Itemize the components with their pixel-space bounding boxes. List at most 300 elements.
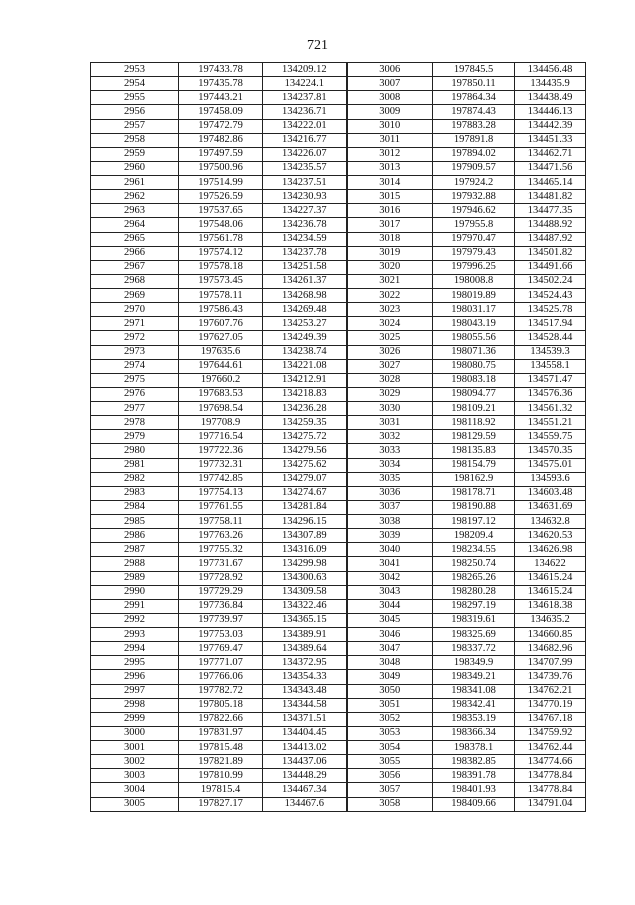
x-coordinate-left: 197827.17 xyxy=(179,797,263,811)
x-coordinate-right: 197996.25 xyxy=(433,260,515,274)
x-coordinate-right: 197970.47 xyxy=(433,232,515,246)
y-coordinate-left: 134307.89 xyxy=(263,529,347,543)
x-coordinate-right: 198280.28 xyxy=(433,585,515,599)
x-coordinate-right: 198071.36 xyxy=(433,345,515,359)
table-row xyxy=(91,373,586,387)
x-coordinate-right: 198297.19 xyxy=(433,599,515,613)
table-row xyxy=(91,712,586,726)
x-coordinate-right: 197883.28 xyxy=(433,119,515,133)
x-coordinate-right: 198319.61 xyxy=(433,613,515,627)
x-coordinate-left: 197683.53 xyxy=(179,387,263,401)
y-coordinate-right: 134626.98 xyxy=(515,543,586,557)
table-row xyxy=(91,500,586,514)
point-number-right: 3010 xyxy=(347,119,433,133)
coordinates-table xyxy=(90,62,586,812)
x-coordinate-left: 197810.99 xyxy=(179,769,263,783)
y-coordinate-right: 134481.82 xyxy=(515,190,586,204)
point-number-right: 3019 xyxy=(347,246,433,260)
point-number-right: 3024 xyxy=(347,317,433,331)
table-row xyxy=(91,317,586,331)
y-coordinate-left: 134322.46 xyxy=(263,599,347,613)
table-row xyxy=(91,63,586,77)
point-number-right: 3049 xyxy=(347,670,433,684)
y-coordinate-right: 134525.78 xyxy=(515,303,586,317)
table-row xyxy=(91,190,586,204)
point-number-right: 3014 xyxy=(347,176,433,190)
point-number-left: 2976 xyxy=(91,387,179,401)
x-coordinate-right: 198382.85 xyxy=(433,755,515,769)
point-number-left: 2954 xyxy=(91,77,179,91)
x-coordinate-left: 197573.45 xyxy=(179,274,263,288)
x-coordinate-left: 197578.11 xyxy=(179,289,263,303)
x-coordinate-right: 198349.9 xyxy=(433,656,515,670)
x-coordinate-right: 198008.8 xyxy=(433,274,515,288)
point-number-left: 2997 xyxy=(91,684,179,698)
point-number-left: 2983 xyxy=(91,486,179,500)
table-row xyxy=(91,529,586,543)
point-number-right: 3012 xyxy=(347,147,433,161)
y-coordinate-left: 134218.83 xyxy=(263,387,347,401)
x-coordinate-right: 198349.21 xyxy=(433,670,515,684)
point-number-left: 2961 xyxy=(91,176,179,190)
y-coordinate-left: 134413.02 xyxy=(263,741,347,755)
x-coordinate-left: 197698.54 xyxy=(179,402,263,416)
point-number-left: 2957 xyxy=(91,119,179,133)
y-coordinate-right: 134558.1 xyxy=(515,359,586,373)
y-coordinate-left: 134234.59 xyxy=(263,232,347,246)
y-coordinate-left: 134230.93 xyxy=(263,190,347,204)
table-row xyxy=(91,783,586,797)
point-number-right: 3051 xyxy=(347,698,433,712)
point-number-left: 2974 xyxy=(91,359,179,373)
x-coordinate-right: 198341.08 xyxy=(433,684,515,698)
x-coordinate-right: 197924.2 xyxy=(433,176,515,190)
table-row xyxy=(91,331,586,345)
x-coordinate-left: 197548.06 xyxy=(179,218,263,232)
y-coordinate-right: 134774.66 xyxy=(515,755,586,769)
x-coordinate-left: 197831.97 xyxy=(179,726,263,740)
x-coordinate-left: 197771.07 xyxy=(179,656,263,670)
table-row xyxy=(91,741,586,755)
point-number-left: 2985 xyxy=(91,515,179,529)
point-number-right: 3053 xyxy=(347,726,433,740)
x-coordinate-left: 197769.47 xyxy=(179,642,263,656)
point-number-left: 2995 xyxy=(91,656,179,670)
point-number-left: 2979 xyxy=(91,430,179,444)
table-row xyxy=(91,260,586,274)
x-coordinate-left: 197821.89 xyxy=(179,755,263,769)
x-coordinate-right: 197845.5 xyxy=(433,63,515,77)
y-coordinate-left: 134316.09 xyxy=(263,543,347,557)
x-coordinate-right: 198234.55 xyxy=(433,543,515,557)
x-coordinate-right: 198094.77 xyxy=(433,387,515,401)
y-coordinate-right: 134442.39 xyxy=(515,119,586,133)
x-coordinate-left: 197537.65 xyxy=(179,204,263,218)
y-coordinate-left: 134279.07 xyxy=(263,472,347,486)
table-row xyxy=(91,91,586,105)
y-coordinate-right: 134559.75 xyxy=(515,430,586,444)
y-coordinate-left: 134344.58 xyxy=(263,698,347,712)
point-number-right: 3017 xyxy=(347,218,433,232)
table-row xyxy=(91,571,586,585)
point-number-left: 2970 xyxy=(91,303,179,317)
y-coordinate-right: 134631.69 xyxy=(515,500,586,514)
x-coordinate-right: 198055.56 xyxy=(433,331,515,345)
x-coordinate-left: 197660.2 xyxy=(179,373,263,387)
point-number-right: 3029 xyxy=(347,387,433,401)
point-number-right: 3020 xyxy=(347,260,433,274)
x-coordinate-right: 198129.59 xyxy=(433,430,515,444)
x-coordinate-right: 197932.88 xyxy=(433,190,515,204)
point-number-left: 2992 xyxy=(91,613,179,627)
x-coordinate-left: 197708.9 xyxy=(179,416,263,430)
x-coordinate-right: 198366.34 xyxy=(433,726,515,740)
x-coordinate-right: 198118.92 xyxy=(433,416,515,430)
y-coordinate-left: 134236.71 xyxy=(263,105,347,119)
x-coordinate-left: 197728.92 xyxy=(179,571,263,585)
x-coordinate-left: 197435.78 xyxy=(179,77,263,91)
point-number-right: 3043 xyxy=(347,585,433,599)
x-coordinate-right: 197874.43 xyxy=(433,105,515,119)
y-coordinate-right: 134502.24 xyxy=(515,274,586,288)
point-number-right: 3056 xyxy=(347,769,433,783)
y-coordinate-left: 134279.56 xyxy=(263,444,347,458)
point-number-right: 3046 xyxy=(347,628,433,642)
point-number-left: 2956 xyxy=(91,105,179,119)
y-coordinate-left: 134224.1 xyxy=(263,77,347,91)
x-coordinate-right: 198342.41 xyxy=(433,698,515,712)
y-coordinate-right: 134593.6 xyxy=(515,472,586,486)
y-coordinate-left: 134221.08 xyxy=(263,359,347,373)
y-coordinate-right: 134635.2 xyxy=(515,613,586,627)
table-row xyxy=(91,133,586,147)
x-coordinate-left: 197514.99 xyxy=(179,176,263,190)
x-coordinate-left: 197433.78 xyxy=(179,63,263,77)
y-coordinate-left: 134389.91 xyxy=(263,628,347,642)
point-number-right: 3058 xyxy=(347,797,433,811)
x-coordinate-left: 197526.59 xyxy=(179,190,263,204)
x-coordinate-right: 198325.69 xyxy=(433,628,515,642)
y-coordinate-left: 134343.48 xyxy=(263,684,347,698)
table-row xyxy=(91,359,586,373)
point-number-left: 2964 xyxy=(91,218,179,232)
y-coordinate-right: 134707.99 xyxy=(515,656,586,670)
point-number-right: 3025 xyxy=(347,331,433,345)
point-number-right: 3016 xyxy=(347,204,433,218)
table-row xyxy=(91,402,586,416)
y-coordinate-right: 134575.01 xyxy=(515,458,586,472)
x-coordinate-left: 197561.78 xyxy=(179,232,263,246)
y-coordinate-right: 134465.14 xyxy=(515,176,586,190)
x-coordinate-right: 198178.71 xyxy=(433,486,515,500)
table-row xyxy=(91,599,586,613)
y-coordinate-left: 134467.34 xyxy=(263,783,347,797)
x-coordinate-right: 197955.8 xyxy=(433,218,515,232)
y-coordinate-left: 134237.78 xyxy=(263,246,347,260)
y-coordinate-left: 134249.39 xyxy=(263,331,347,345)
table-row xyxy=(91,430,586,444)
point-number-left: 2996 xyxy=(91,670,179,684)
table-row xyxy=(91,161,586,175)
x-coordinate-left: 197500.96 xyxy=(179,161,263,175)
point-number-right: 3030 xyxy=(347,402,433,416)
y-coordinate-right: 134477.35 xyxy=(515,204,586,218)
x-coordinate-left: 197578.18 xyxy=(179,260,263,274)
point-number-left: 2962 xyxy=(91,190,179,204)
table-row xyxy=(91,218,586,232)
point-number-left: 2973 xyxy=(91,345,179,359)
y-coordinate-right: 134603.48 xyxy=(515,486,586,500)
x-coordinate-right: 198209.4 xyxy=(433,529,515,543)
y-coordinate-right: 134620.53 xyxy=(515,529,586,543)
point-number-right: 3054 xyxy=(347,741,433,755)
x-coordinate-right: 198197.12 xyxy=(433,515,515,529)
y-coordinate-left: 134389.64 xyxy=(263,642,347,656)
y-coordinate-right: 134632.8 xyxy=(515,515,586,529)
x-coordinate-right: 198265.26 xyxy=(433,571,515,585)
point-number-right: 3006 xyxy=(347,63,433,77)
y-coordinate-left: 134236.28 xyxy=(263,402,347,416)
point-number-left: 2978 xyxy=(91,416,179,430)
point-number-left: 2972 xyxy=(91,331,179,345)
table-row xyxy=(91,642,586,656)
point-number-left: 3000 xyxy=(91,726,179,740)
point-number-right: 3041 xyxy=(347,557,433,571)
y-coordinate-right: 134471.56 xyxy=(515,161,586,175)
x-coordinate-left: 197635.6 xyxy=(179,345,263,359)
x-coordinate-right: 198378.1 xyxy=(433,741,515,755)
table-row xyxy=(91,726,586,740)
y-coordinate-left: 134299.98 xyxy=(263,557,347,571)
point-number-left: 2994 xyxy=(91,642,179,656)
point-number-right: 3028 xyxy=(347,373,433,387)
y-coordinate-right: 134491.66 xyxy=(515,260,586,274)
point-number-left: 2991 xyxy=(91,599,179,613)
x-coordinate-left: 197736.84 xyxy=(179,599,263,613)
x-coordinate-left: 197822.66 xyxy=(179,712,263,726)
x-coordinate-right: 198353.19 xyxy=(433,712,515,726)
y-coordinate-left: 134371.51 xyxy=(263,712,347,726)
table-row xyxy=(91,486,586,500)
table-row xyxy=(91,458,586,472)
table-row xyxy=(91,684,586,698)
y-coordinate-right: 134571.47 xyxy=(515,373,586,387)
y-coordinate-left: 134467.6 xyxy=(263,797,347,811)
table-row xyxy=(91,656,586,670)
point-number-left: 2977 xyxy=(91,402,179,416)
point-number-left: 2986 xyxy=(91,529,179,543)
y-coordinate-left: 134269.48 xyxy=(263,303,347,317)
point-number-right: 3022 xyxy=(347,289,433,303)
point-number-right: 3026 xyxy=(347,345,433,359)
y-coordinate-right: 134528.44 xyxy=(515,331,586,345)
y-coordinate-right: 134660.85 xyxy=(515,628,586,642)
y-coordinate-left: 134235.57 xyxy=(263,161,347,175)
y-coordinate-right: 134791.04 xyxy=(515,797,586,811)
table-row xyxy=(91,176,586,190)
y-coordinate-left: 134275.72 xyxy=(263,430,347,444)
point-number-right: 3044 xyxy=(347,599,433,613)
point-number-left: 2989 xyxy=(91,571,179,585)
y-coordinate-left: 134354.33 xyxy=(263,670,347,684)
x-coordinate-left: 197497.59 xyxy=(179,147,263,161)
point-number-left: 2980 xyxy=(91,444,179,458)
x-coordinate-right: 198250.74 xyxy=(433,557,515,571)
point-number-left: 2953 xyxy=(91,63,179,77)
point-number-right: 3021 xyxy=(347,274,433,288)
table-row xyxy=(91,543,586,557)
y-coordinate-left: 134268.98 xyxy=(263,289,347,303)
page-number: 721 xyxy=(307,38,328,53)
x-coordinate-left: 197627.05 xyxy=(179,331,263,345)
y-coordinate-left: 134251.58 xyxy=(263,260,347,274)
coordinates-table-body xyxy=(91,63,586,812)
point-number-right: 3009 xyxy=(347,105,433,119)
point-number-left: 2960 xyxy=(91,161,179,175)
x-coordinate-left: 197805.18 xyxy=(179,698,263,712)
y-coordinate-left: 134372.95 xyxy=(263,656,347,670)
table-row xyxy=(91,670,586,684)
point-number-right: 3035 xyxy=(347,472,433,486)
point-number-left: 3002 xyxy=(91,755,179,769)
x-coordinate-right: 197909.57 xyxy=(433,161,515,175)
x-coordinate-right: 197891.8 xyxy=(433,133,515,147)
table-row xyxy=(91,585,586,599)
point-number-right: 3042 xyxy=(347,571,433,585)
x-coordinate-right: 198109.21 xyxy=(433,402,515,416)
x-coordinate-left: 197644.61 xyxy=(179,359,263,373)
y-coordinate-left: 134226.07 xyxy=(263,147,347,161)
y-coordinate-left: 134238.74 xyxy=(263,345,347,359)
y-coordinate-left: 134236.78 xyxy=(263,218,347,232)
y-coordinate-left: 134253.27 xyxy=(263,317,347,331)
point-number-right: 3023 xyxy=(347,303,433,317)
x-coordinate-right: 197946.62 xyxy=(433,204,515,218)
y-coordinate-left: 134237.51 xyxy=(263,176,347,190)
x-coordinate-left: 197574.12 xyxy=(179,246,263,260)
x-coordinate-left: 197753.03 xyxy=(179,628,263,642)
point-number-left: 2982 xyxy=(91,472,179,486)
table-row xyxy=(91,105,586,119)
y-coordinate-right: 134739.76 xyxy=(515,670,586,684)
y-coordinate-right: 134778.84 xyxy=(515,783,586,797)
point-number-left: 2966 xyxy=(91,246,179,260)
y-coordinate-left: 134216.77 xyxy=(263,133,347,147)
y-coordinate-right: 134435.9 xyxy=(515,77,586,91)
table-row xyxy=(91,204,586,218)
x-coordinate-left: 197742.85 xyxy=(179,472,263,486)
point-number-right: 3013 xyxy=(347,161,433,175)
y-coordinate-right: 134517.94 xyxy=(515,317,586,331)
x-coordinate-left: 197815.48 xyxy=(179,741,263,755)
y-coordinate-right: 134570.35 xyxy=(515,444,586,458)
point-number-left: 2988 xyxy=(91,557,179,571)
point-number-left: 3004 xyxy=(91,783,179,797)
x-coordinate-left: 197482.86 xyxy=(179,133,263,147)
x-coordinate-left: 197443.21 xyxy=(179,91,263,105)
y-coordinate-right: 134778.84 xyxy=(515,769,586,783)
point-number-right: 3011 xyxy=(347,133,433,147)
point-number-right: 3031 xyxy=(347,416,433,430)
point-number-right: 3040 xyxy=(347,543,433,557)
x-coordinate-left: 197815.4 xyxy=(179,783,263,797)
y-coordinate-left: 134274.67 xyxy=(263,486,347,500)
point-number-left: 2998 xyxy=(91,698,179,712)
point-number-left: 2958 xyxy=(91,133,179,147)
y-coordinate-left: 134275.62 xyxy=(263,458,347,472)
y-coordinate-right: 134488.92 xyxy=(515,218,586,232)
x-coordinate-right: 198154.79 xyxy=(433,458,515,472)
y-coordinate-right: 134618.38 xyxy=(515,599,586,613)
y-coordinate-left: 134261.37 xyxy=(263,274,347,288)
table-row xyxy=(91,628,586,642)
y-coordinate-left: 134227.37 xyxy=(263,204,347,218)
x-coordinate-left: 197607.76 xyxy=(179,317,263,331)
table-row xyxy=(91,769,586,783)
y-coordinate-right: 134762.21 xyxy=(515,684,586,698)
x-coordinate-right: 198083.18 xyxy=(433,373,515,387)
y-coordinate-right: 134551.21 xyxy=(515,416,586,430)
point-number-left: 2967 xyxy=(91,260,179,274)
point-number-right: 3018 xyxy=(347,232,433,246)
point-number-left: 2969 xyxy=(91,289,179,303)
y-coordinate-right: 134456.48 xyxy=(515,63,586,77)
y-coordinate-right: 134615.24 xyxy=(515,571,586,585)
y-coordinate-left: 134404.45 xyxy=(263,726,347,740)
x-coordinate-right: 198409.66 xyxy=(433,797,515,811)
y-coordinate-left: 134300.63 xyxy=(263,571,347,585)
point-number-right: 3047 xyxy=(347,642,433,656)
y-coordinate-right: 134451.33 xyxy=(515,133,586,147)
point-number-right: 3015 xyxy=(347,190,433,204)
table-row xyxy=(91,232,586,246)
x-coordinate-right: 198135.83 xyxy=(433,444,515,458)
point-number-left: 2959 xyxy=(91,147,179,161)
table-row xyxy=(91,797,586,811)
table-row xyxy=(91,613,586,627)
point-number-left: 2990 xyxy=(91,585,179,599)
y-coordinate-left: 134212.91 xyxy=(263,373,347,387)
table-row xyxy=(91,557,586,571)
table-row xyxy=(91,416,586,430)
x-coordinate-left: 197782.72 xyxy=(179,684,263,698)
point-number-right: 3038 xyxy=(347,515,433,529)
x-coordinate-right: 198162.9 xyxy=(433,472,515,486)
x-coordinate-left: 197766.06 xyxy=(179,670,263,684)
y-coordinate-left: 134222.01 xyxy=(263,119,347,133)
point-number-right: 3048 xyxy=(347,656,433,670)
table-row xyxy=(91,289,586,303)
x-coordinate-left: 197754.13 xyxy=(179,486,263,500)
x-coordinate-left: 197732.31 xyxy=(179,458,263,472)
y-coordinate-left: 134437.06 xyxy=(263,755,347,769)
x-coordinate-right: 198031.17 xyxy=(433,303,515,317)
y-coordinate-left: 134309.58 xyxy=(263,585,347,599)
point-number-left: 3005 xyxy=(91,797,179,811)
y-coordinate-right: 134539.3 xyxy=(515,345,586,359)
y-coordinate-right: 134762.44 xyxy=(515,741,586,755)
y-coordinate-right: 134446.13 xyxy=(515,105,586,119)
x-coordinate-right: 198043.19 xyxy=(433,317,515,331)
y-coordinate-right: 134770.19 xyxy=(515,698,586,712)
x-coordinate-left: 197722.36 xyxy=(179,444,263,458)
point-number-left: 2965 xyxy=(91,232,179,246)
point-number-left: 2963 xyxy=(91,204,179,218)
table-row xyxy=(91,119,586,133)
x-coordinate-right: 198080.75 xyxy=(433,359,515,373)
table-row xyxy=(91,246,586,260)
x-coordinate-left: 197729.29 xyxy=(179,585,263,599)
